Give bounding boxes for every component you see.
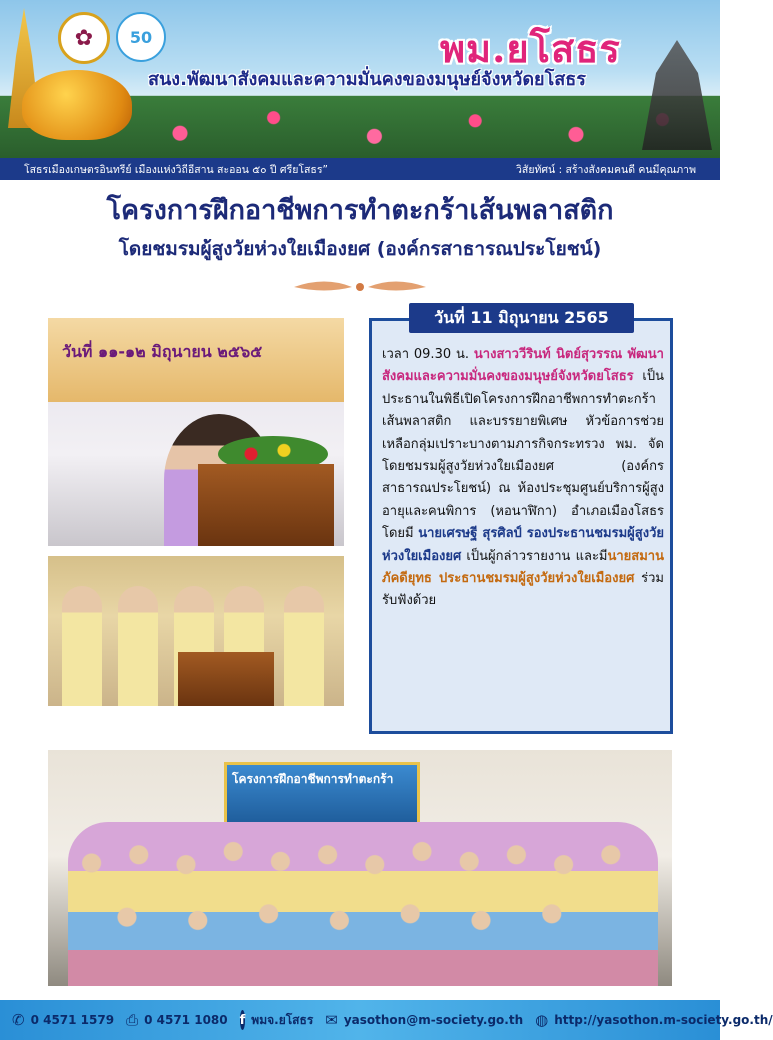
golden-toad-image	[22, 70, 132, 140]
news-body	[382, 344, 664, 613]
person-figure	[284, 586, 324, 706]
globe-icon: ◍	[535, 1011, 549, 1029]
article-subtitle: โดยชมรมผู้สูงวัยห่วงใยเมืองยศ (องค์กรสาธารณประโยชน์)	[118, 238, 602, 260]
body-text: เป็นผู้กล่าวรายงาน และมี	[461, 548, 608, 564]
facebook-icon: f	[240, 1010, 246, 1030]
contact-footer	[0, 1000, 773, 1040]
slogan-left: โสธรเมืองเกษตรอินทรีย์ เมืองแห่งวิถีอีสาน สะออน ๕๐ ปี ศรียโสธร”	[24, 163, 328, 176]
website-link[interactable]: http://yasothon.m-society.go.th/	[554, 1013, 773, 1027]
project-sign-text: โครงการฝึกอาชีพการทำตะกร้า	[232, 772, 394, 786]
president-name: นายสมาน ภัคดียุทธ ประธานชมรมผู้สูงวัยห่วงใยเมืองยศ	[382, 548, 664, 587]
facebook-page[interactable]: พมจ.ยโสธร	[251, 1012, 314, 1027]
body-text: ร่วมรับฟังด้วย	[382, 571, 664, 609]
email-icon: ✉	[325, 1011, 338, 1029]
ministry-seal-icon: ✿	[58, 12, 110, 64]
event-board-text: วันที่ ๑๑-๑๒ มิถุนายน ๒๕๖๕	[62, 342, 263, 361]
person-figure	[118, 586, 158, 706]
phone-icon: ✆	[12, 1011, 25, 1029]
body-text: เวลา 09.30 น.	[382, 347, 474, 362]
slogan-right: วิสัยทัศน์ : สร้างสังคมคนดี คนมีคุณภาพ	[516, 163, 696, 176]
photo-speaker	[48, 318, 344, 546]
header-banner	[0, 0, 720, 158]
agency-name: สนง.พัฒนาสังคมและความมั่นคงของมนุษย์จังหวัดยโสธร	[148, 69, 586, 90]
chair-name: นางสาววีรินท์ นิตย์สุวรรณ พัฒนาสังคมและความมั่นคงของมนุษย์จังหวัดยโสธร	[382, 347, 664, 385]
podium	[178, 652, 274, 706]
person-figure	[62, 586, 102, 706]
photo-group	[48, 750, 672, 986]
slogan-strip	[0, 158, 720, 180]
anniversary-logo-icon: 50	[116, 12, 166, 62]
reporter-name: นายเศรษฐี สุรศิลป์ รองประธานชมรมผู้สูงวัยห่วงใยเมืองยศ	[382, 526, 664, 564]
fax-number[interactable]: 0 4571 1080	[144, 1013, 228, 1027]
phone-number[interactable]: 0 4571 1579	[30, 1013, 115, 1027]
naga-statue-image	[642, 40, 712, 150]
divider-ornament-icon	[290, 278, 430, 296]
brand-title: พม.ยโสธร	[440, 26, 621, 71]
email-address[interactable]: yasothon@m-society.go.th	[343, 1013, 524, 1027]
body-text: เป็นประธานในพิธีเปิดโครงการฝึกอาชีพการทำตะกร้าเส้นพลาสติก และบรรยายพิเศษ หัวข้อการช่วยเหลือกลุ่มเปราะบางตามภารกิจกระทรวง พม. จัดโดยชมรมผู้สูงวัยห่วงใยเมืองยศ (องค์กรสาธารณประโยชน์) ณ ห้องประชุมศูนย์บริการผู้สูงอายุและคนพิการ (หอนาฬิกา) อำเภอเมืองโสธร โดยมี	[382, 369, 664, 542]
fax-icon: ⎙	[126, 1011, 139, 1029]
podium	[198, 464, 334, 546]
article-title: โครงการฝึกอาชีพการทำตะกร้าเส้นพลาสติก	[106, 195, 614, 226]
photo-committee	[48, 556, 344, 706]
participants-crowd	[68, 822, 658, 986]
event-date: วันที่ 11 มิถุนายน 2565	[409, 303, 634, 333]
